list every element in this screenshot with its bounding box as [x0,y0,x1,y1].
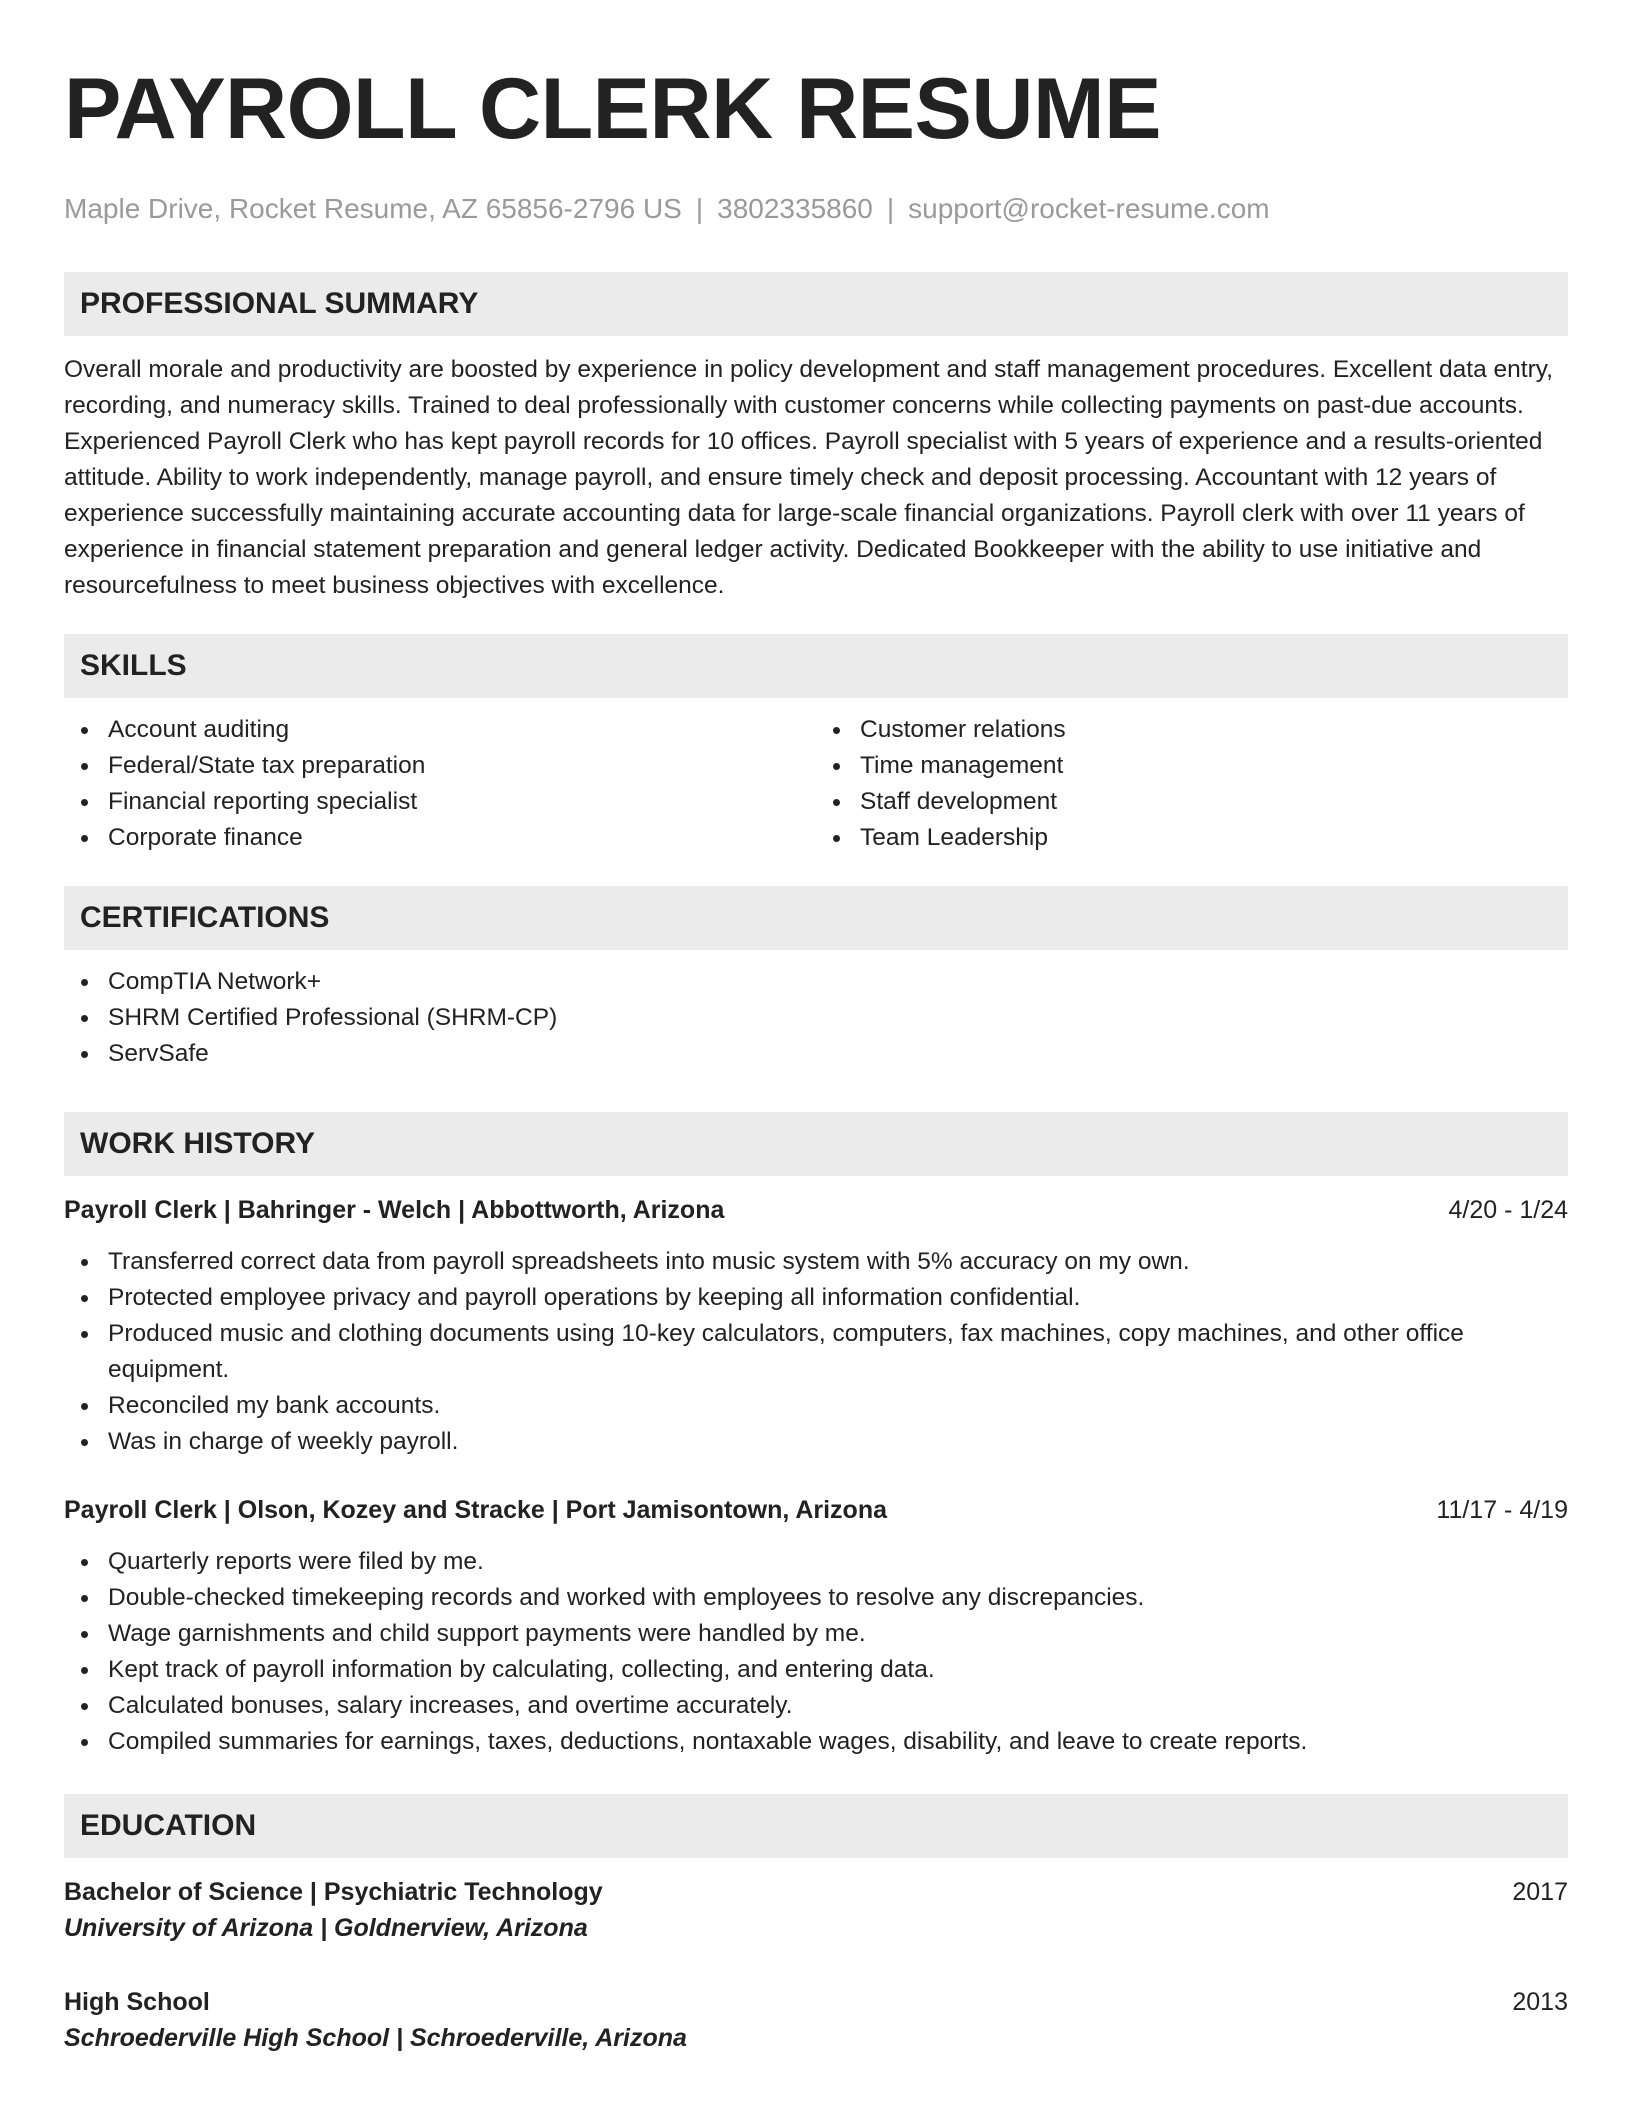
job-bullet: Produced music and clothing documents using 10-key calculators, computers, fax machines, copy machines, and other office equipment. [64,1316,1568,1388]
graduation-year: 2017 [1512,1877,1568,1906]
skill-item: Time management [816,748,1568,784]
skill-item: Federal/State tax preparation [64,748,816,784]
skills-list-right [816,712,1568,856]
job-bullet: Transferred correct data from payroll spreadsheets into music system with 5% accuracy on my own. [64,1244,1568,1280]
job-dates: 4/20 - 1/24 [1448,1195,1568,1224]
job-bullet: Quarterly reports were filed by me. [64,1544,1568,1580]
section-heading: EDUCATION [64,1794,1568,1858]
job-bullet: Kept track of payroll information by calculating, collecting, and entering data. [64,1652,1568,1688]
skill-item: Customer relations [816,712,1568,748]
job-bullet: Double-checked timekeeping records and worked with employees to resolve any discrepancies. [64,1580,1568,1616]
job-title: Payroll Clerk | Olson, Kozey and Stracke | Port Jamisontown, Arizona [64,1495,887,1524]
section-heading: CERTIFICATIONS [64,886,1568,950]
degree: High School [64,1987,210,2016]
separator: | [886,193,895,224]
education-header [64,1874,1568,1910]
education-header [64,1984,1568,2020]
education-section [64,1794,1568,2056]
job-bullet: Wage garnishments and child support payments were handled by me. [64,1616,1568,1652]
job-title: Payroll Clerk | Bahringer - Welch | Abbottworth, Arizona [64,1195,725,1224]
certification-item: CompTIA Network+ [64,964,1568,1000]
job-dates: 11/17 - 4/19 [1436,1495,1568,1524]
job-entry [64,1492,1568,1760]
job-bullet: Protected employee privacy and payroll operations by keeping all information confidential. [64,1280,1568,1316]
section-heading: SKILLS [64,634,1568,698]
job-bullet: Calculated bonuses, salary increases, and overtime accurately. [64,1688,1568,1724]
separator: | [695,193,704,224]
job-bullet: Compiled summaries for earnings, taxes, deductions, nontaxable wages, disability, and leave to create reports. [64,1724,1568,1760]
address: Maple Drive, Rocket Resume, AZ 65856-2796 US [64,193,682,224]
skill-item: Staff development [816,784,1568,820]
school: University of Arizona | Goldnerview, Arizona [64,1913,588,1942]
job-bullets [64,1244,1568,1460]
section-heading: PROFESSIONAL SUMMARY [64,272,1568,336]
education-entry [64,1984,1568,2056]
job-header [64,1492,1568,1528]
certifications-section [64,886,1568,1072]
email: support@rocket-resume.com [908,193,1270,224]
certifications-list [64,964,1568,1072]
graduation-year: 2013 [1512,1987,1568,2016]
job-bullet: Was in charge of weekly payroll. [64,1424,1568,1460]
certification-item: SHRM Certified Professional (SHRM-CP) [64,1000,1568,1036]
skill-item: Team Leadership [816,820,1568,856]
skills-section [64,634,1568,856]
skill-item: Financial reporting specialist [64,784,816,820]
education-entry [64,1874,1568,1946]
job-bullets [64,1544,1568,1760]
summary-section [64,272,1568,604]
skills-list-left [64,712,816,856]
skills-grid [64,712,1568,856]
work-history-section [64,1112,1568,1760]
degree: Bachelor of Science | Psychiatric Technology [64,1877,603,1906]
contact-line [64,192,1568,226]
job-bullet: Reconciled my bank accounts. [64,1388,1568,1424]
job-header [64,1192,1568,1228]
section-heading: WORK HISTORY [64,1112,1568,1176]
resume-title: PAYROLL CLERK RESUME [64,61,1161,157]
certification-item: ServSafe [64,1036,1568,1072]
skill-item: Corporate finance [64,820,816,856]
summary-text: Overall morale and productivity are boosted by experience in policy development and staff management procedures. Excellent data entry, recording, and numeracy skills. Trained to deal professionally with customer concerns while collecting payments on past-due accounts. Experienced Payroll Clerk who has kept payroll records for 10 offices. Payroll specialist with 5 years of experience and a results-oriented attitude. Ability to work independently, manage payroll, and ensure timely check and deposit processing. Accountant with 12 years of experience successfully maintaining accurate accounting data for large-scale financial organizations. Payroll clerk with over 11 years of experience in financial statement preparation and general ledger activity. Dedicated Bookkeeper with the ability to use initiative and resourcefulness to meet business objectives with excellence. [64,355,1553,599]
phone: 3802335860 [717,193,873,224]
school: Schroederville High School | Schroederville, Arizona [64,2023,687,2052]
skill-item: Account auditing [64,712,816,748]
job-entry [64,1192,1568,1460]
